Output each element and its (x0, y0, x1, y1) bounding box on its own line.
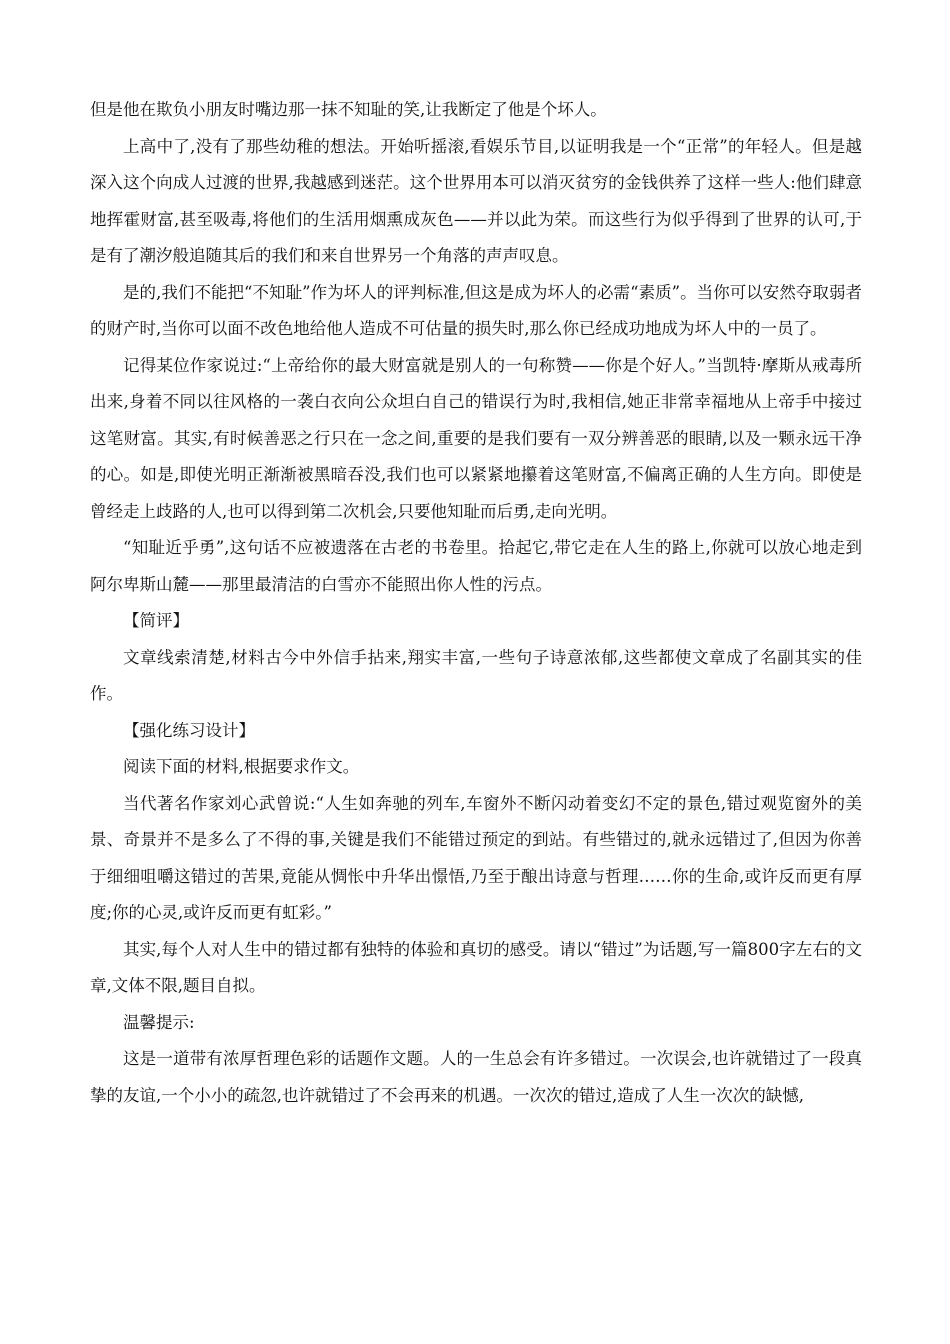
paragraph-continuation: 但是他在欺负小朋友时嘴边那一抹不知耻的笑,让我断定了他是个坏人。 (90, 100, 607, 119)
paragraph-shamelessness: 是的,我们不能把“不知耻”作为坏人的评判标准,但这是成为坏人的必需“素质”。当你可以安然夺取弱者的财产时,当你可以面不改色地给他人造成不可估量的损失时,那么你已经成功地成为坏人中的一员了。 (90, 282, 862, 338)
section-heading-practice: 【强化练习设计】 (123, 720, 255, 740)
paragraph-conclusion: “知耻近乎勇”,这句话不应被遗落在古老的书卷里。拾起它,带它走在人生的路上,你就可以放心地走到阿尔卑斯山麓——那里最清洁的白雪亦不能照出你人性的污点。 (90, 538, 862, 594)
paragraph-liu-xinwu-quote: 当代著名作家刘心武曾说:“人生如奔驰的列车,车窗外不断闪动着变幻不定的景色,错过观览窗外的美景、奇景并不是多么了不得的事,关键是我们不能错过预定的到站。有些错过的,就永远错过了,但因为你善于细细咀嚼这错过的苦果,竟能从惆怅中升华出憬悟,乃至于酿出诗意与哲理……你的生命,或许反而更有厚度;你的心灵,或许反而更有虹彩。” (90, 793, 862, 922)
section-heading-review: 【简评】 (123, 611, 189, 630)
paragraph-review: 文章线索清楚,材料古今中外信手拈来,翔实丰富,一些句子诗意浓郁,这些都使文章成了名副其实的佳作。 (90, 647, 862, 703)
paragraph-tip: 这是一道带有浓厚哲理色彩的话题作文题。人的一生总会有许多错过。一次误会,也许就错过了一段真挚的友谊,一个小小的疏忽,也许就错过了不会再来的机遇。一次次的错过,造成了人生一次次的缺憾, (90, 1049, 862, 1105)
document-page (90, 92, 862, 1114)
paragraph-prompt: 其实,每个人对人生中的错过都有独特的体验和真切的感受。请以“错过”为话题,写一篇800字左右的文章,文体不限,题目自拟。 (90, 939, 862, 995)
paragraph-tip-label: 温馨提示: (123, 1012, 195, 1032)
paragraph-kate-moss: 记得某位作家说过:“上帝给你的最大财富就是别人的一句称赞——你是个好人。”当凯特·摩斯从戒毒所出来,身着不同以往风格的一袭白衣向公众坦白自己的错误行为时,我相信,她正非常幸福地从上帝手中接过这笔财富。其实,有时候善恶之行只在一念之间,重要的是我们要有一双分辨善恶的眼睛,以及一颗永远干净的心。如是,即使光明正渐渐被黑暗吞没,我们也可以紧紧地攥着这笔财富,不偏离正确的人生方向。即使是曾经走上歧路的人,也可以得到第二次机会,只要他知耻而后勇,走向光明。 (90, 355, 862, 521)
paragraph-instruction: 阅读下面的材料,根据要求作文。 (123, 757, 360, 776)
paragraph-high-school: 上高中了,没有了那些幼稚的想法。开始听摇滚,看娱乐节目,以证明我是一个“正常”的年轻人。但是越深入这个向成人过渡的世界,我越感到迷茫。这个世界用本可以消灭贫穷的金钱供养了这样一些人:他们肆意地挥霍财富,甚至吸毒,将他们的生活用烟熏成灰色——并以此为荣。而这些行为似乎得到了世界的认可,于是有了潮汐般追随其后的我们和来自世界另一个角落的声声叹息。 (90, 136, 862, 265)
